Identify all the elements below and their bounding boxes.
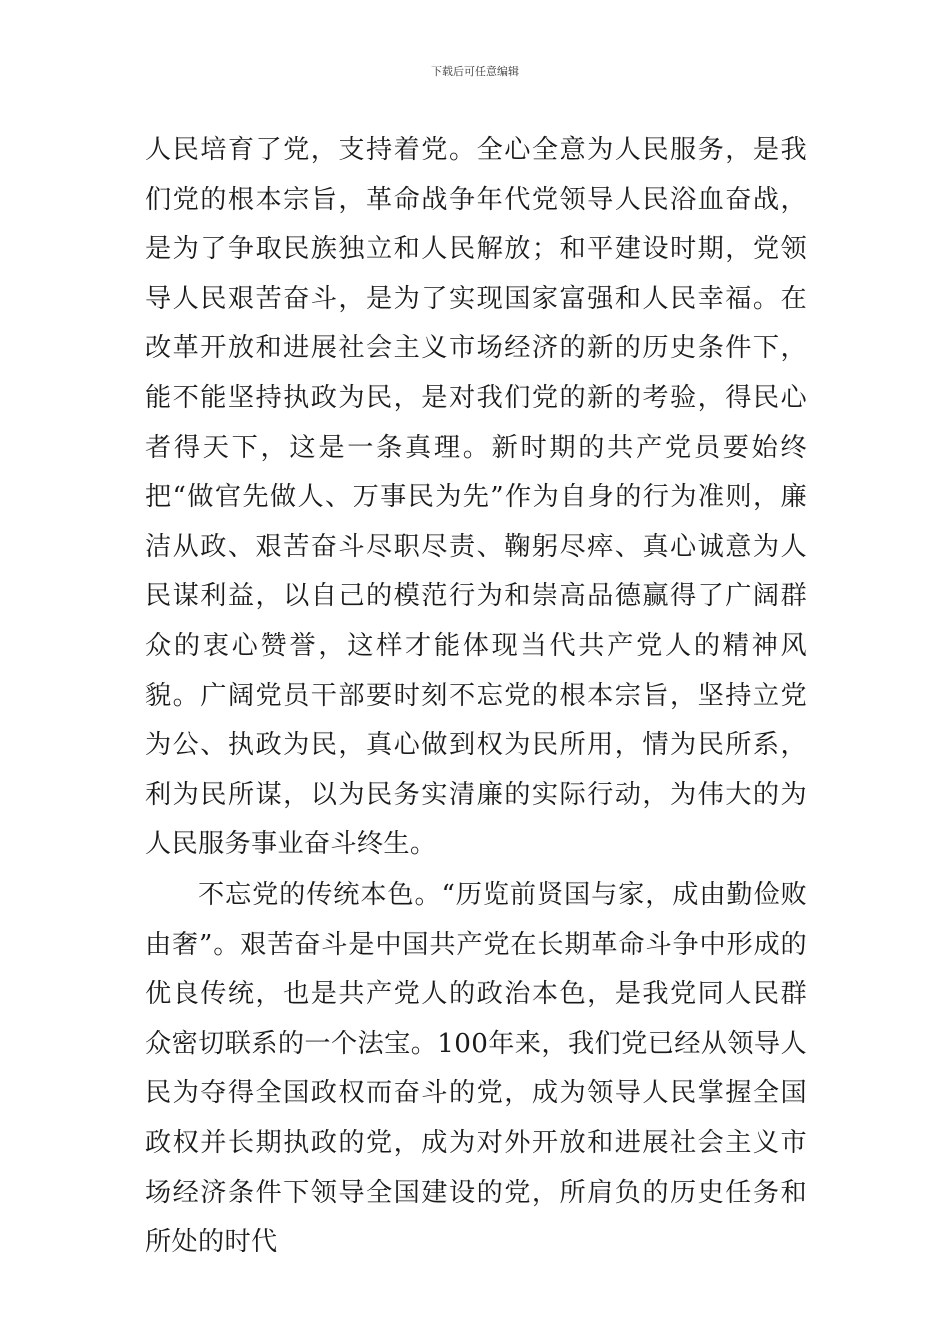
body-paragraph-2: 不忘党的传统本色。“历览前贤国与家，成由勤俭败由奢”。艰苦奋斗是中国共产党在长期革命斗争中形成的优良传统，也是共产党人的政治本色，是我党同人民群众密切联系的一个法宝。100年来，我们党已经从领导人民为夺得全国政权而奋斗的党，成为领导人民掌握全国政权并长期执政的党，成为对外开放和进展社会主义市场经济条件下领导全国建设的党，所肩负的历史任务和所处的时代 [145, 880, 807, 1258]
page-header-note: 下载后可任意编辑 [431, 65, 519, 78]
body-paragraph-1: 人民培育了党，支持着党。全心全意为人民服务，是我们党的根本宗旨，革命战争年代党领导人民浴血奋战，是为了争取民族独立和人民解放；和平建设时期，党领导人民艰苦奋斗，是为了实现国家富强和人民幸福。在改革开放和进展社会主义市场经济的新的历史条件下，能不能坚持执政为民，是对我们党的新的考验，得民心者得天下，这是一条真理。新时期的共产党员要始终把“做官先做人、万事民为先”作为自身的行为准则，廉洁从政、艰苦奋斗尽职尽责、鞠躬尽瘁、真心诚意为人民谋利益，以自己的模范行为和崇高品德赢得了广阔群众的衷心赞誉，这样才能体现当代共产党人的精神风貌。广阔党员干部要时刻不忘党的根本宗旨，坚持立党为公、执政为民，真心做到权为民所用，情为民所系，利为民所谋，以为民务实清廉的实际行动，为伟大的为人民服务事业奋斗终生。 [145, 135, 807, 860]
